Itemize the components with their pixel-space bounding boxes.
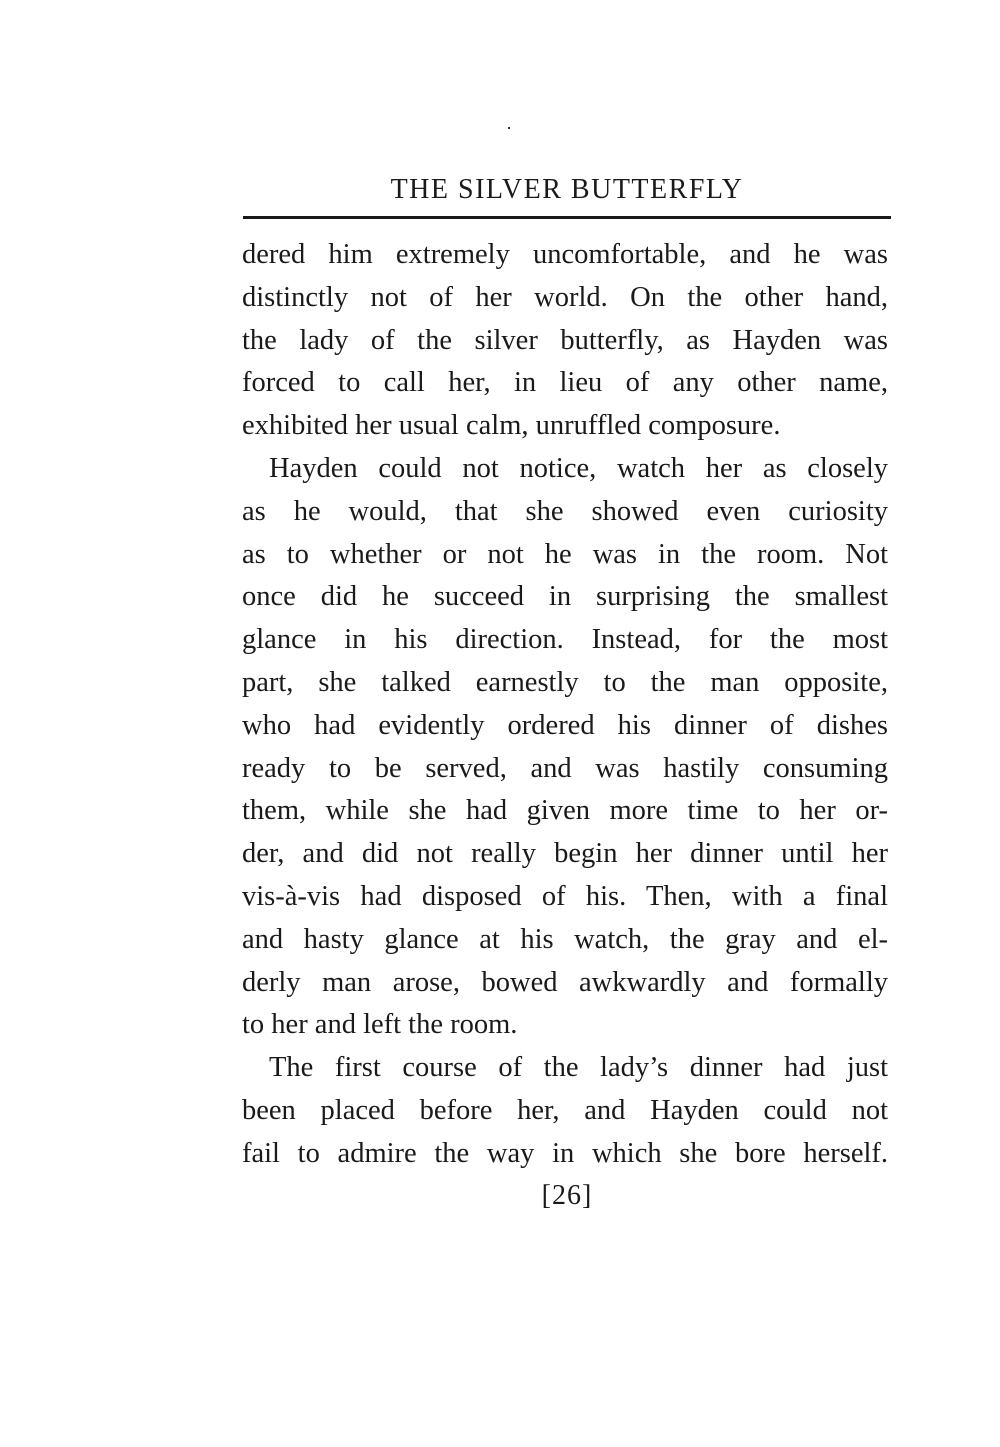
text-line: once did he succeed in surprising the smallest [242,581,888,613]
text-line: ready to be served, and was hastily consuming [242,752,888,784]
running-head: THE SILVER BUTTERFLY [390,174,744,205]
text-line: Hayden could not notice, watch her as closely [269,452,888,484]
text-line: been placed before her, and Hayden could not [242,1094,888,1126]
text-line: as to whether or not he was in the room. Not [242,538,888,570]
text-line: forced to call her, in lieu of any other name, [242,367,888,399]
print-speck [508,127,510,129]
text-line: fail to admire the way in which she bore herself. [242,1137,888,1169]
text-line: distinctly not of her world. On the other hand, [242,281,888,313]
page-number: [26] [541,1180,593,1211]
body-text [242,234,888,1176]
text-line: to her and left the room. [242,1009,518,1041]
text-line: The first course of the lady’s dinner had just [269,1052,888,1084]
text-line: as he would, that she showed even curiosity [242,495,888,527]
text-line: dered him extremely uncomfortable, and he was [242,239,888,270]
header-rule [243,216,891,219]
text-line: derly man arose, bowed awkwardly and formally [242,966,888,998]
text-line: and hasty glance at his watch, the gray and el- [242,923,888,955]
text-line: them, while she had given more time to her or- [242,795,888,827]
text-line: the lady of the silver butterfly, as Hayden was [242,324,888,356]
text-line: glance in his direction. Instead, for the most [242,624,888,656]
text-line: part, she talked earnestly to the man opposite, [242,666,888,698]
text-line: vis-à-vis had disposed of his. Then, with a final [242,880,888,912]
text-line: who had evidently ordered his dinner of dishes [242,709,888,741]
text-line: der, and did not really begin her dinner until her [242,838,888,870]
text-line: exhibited her usual calm, unruffled composure. [242,410,781,442]
